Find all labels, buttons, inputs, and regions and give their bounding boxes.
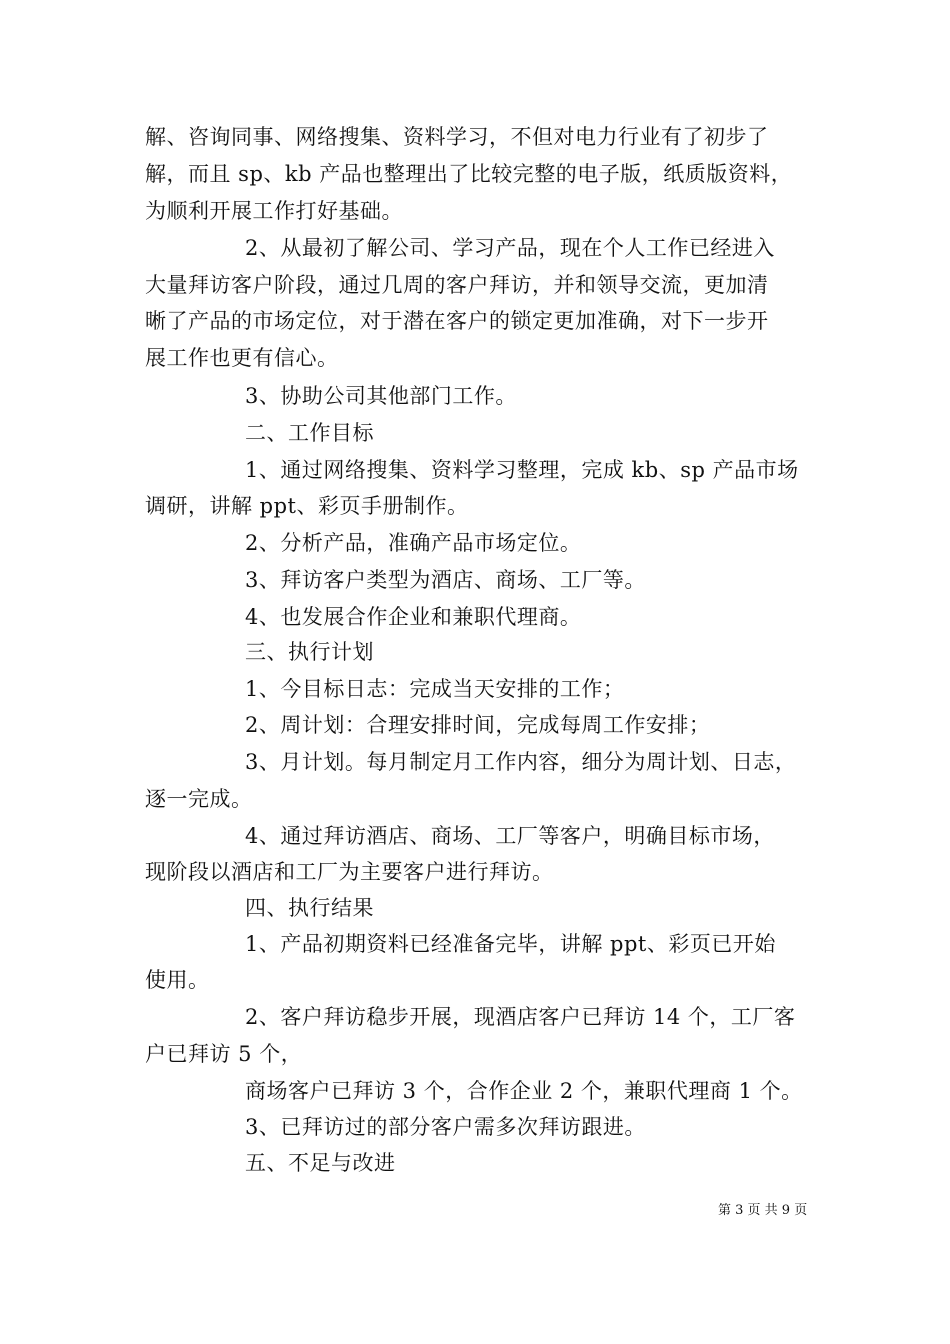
text-line: 1、产品初期资料已经准备完毕，讲解 ppt、彩页已开始 [245,932,776,956]
text-line: 大量拜访客户阶段，通过几周的客户拜访，并和领导交流，更加清 [145,273,769,297]
text-line: 使用。 [145,968,210,992]
page-number-footer: 第 3 页 共 9 页 [718,1203,808,1218]
text-line: 商场客户已拜访 3 个，合作企业 2 个，兼职代理商 1 个。 [245,1079,803,1103]
text-line: 3、月计划。每月制定月工作内容，细分为周计划、日志， [245,750,797,774]
text-line: 2、分析产品，准确产品市场定位。 [245,531,582,555]
text-line: 展工作也更有信心。 [145,346,339,370]
section-heading: 二、工作目标 [245,421,374,445]
text-line: 1、通过网络搜集、资料学习整理，完成 kb、sp 产品市场 [245,458,799,482]
text-line: 3、拜访客户类型为酒店、商场、工厂等。 [245,568,646,592]
text-line: 逐一完成。 [145,787,253,811]
text-line: 解、咨询同事、网络搜集、资料学习，不但对电力行业有了初步了 [145,125,769,149]
text-line: 2、从最初了解公司、学习产品，现在个人工作已经进入 [245,236,775,260]
section-heading: 三、执行计划 [245,640,374,664]
text-line: 3、协助公司其他部门工作。 [245,384,517,408]
text-line: 户已拜访 5 个， [145,1042,303,1066]
text-line: 4、通过拜访酒店、商场、工厂等客户，明确目标市场， [245,824,775,848]
text-line: 4、也发展合作企业和兼职代理商。 [245,605,582,629]
text-line: 2、客户拜访稳步开展，现酒店客户已拜访 14 个，工厂客 [245,1005,796,1029]
text-line: 3、已拜访过的部分客户需多次拜访跟进。 [245,1115,646,1139]
text-line: 解，而且 sp、kb 产品也整理出了比较完整的电子版，纸质版资料， [145,162,793,186]
text-line: 现阶段以酒店和工厂为主要客户进行拜访。 [145,860,554,884]
text-line: 2、周计划：合理安排时间，完成每周工作安排； [245,713,711,737]
text-line: 1、今目标日志：完成当天安排的工作； [245,677,625,701]
section-heading: 五、不足与改进 [245,1151,396,1175]
text-line: 为顺利开展工作打好基础。 [145,199,403,223]
text-line: 晰了产品的市场定位，对于潜在客户的锁定更加准确，对下一步开 [145,309,769,333]
text-line: 调研，讲解 ppt、彩页手册制作。 [145,494,469,518]
section-heading: 四、执行结果 [245,896,374,920]
